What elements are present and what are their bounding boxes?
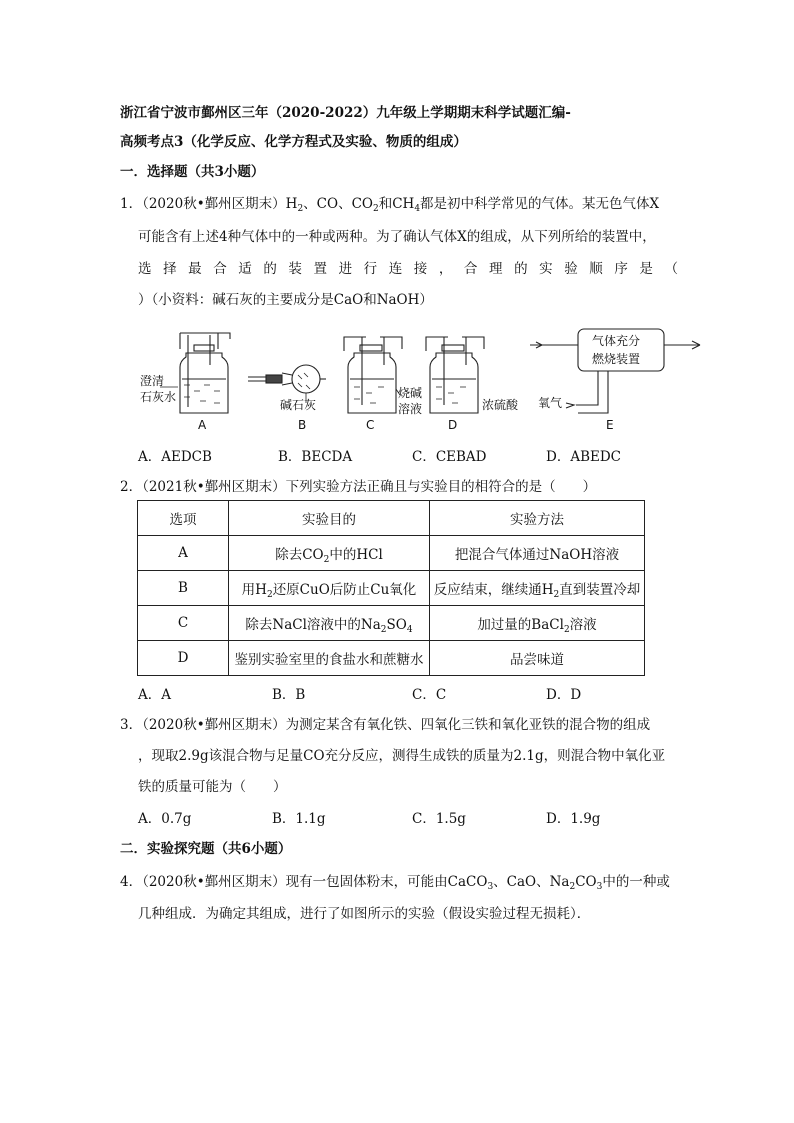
table-cell-purpose	[229, 606, 430, 641]
subscript: 2	[266, 590, 273, 600]
apparatus-d-bottle	[426, 337, 484, 413]
q2-option-a[interactable]: A．A	[138, 687, 171, 703]
table-cell-option: B	[138, 571, 229, 606]
cell-text: 除去NaCl溶液中的Na	[245, 617, 381, 633]
subscript: 2	[323, 555, 330, 565]
q1-option-c[interactable]: C．CEBAD	[412, 449, 487, 465]
section-heading-experiment: 二．实验探究题（共6小题）	[120, 841, 292, 857]
q2-option-b[interactable]: B．B	[272, 687, 306, 703]
q3-option-d[interactable]: D．1.9g	[546, 811, 601, 827]
table-cell-purpose	[229, 571, 430, 606]
subscript: 2	[569, 882, 576, 892]
subscript: 4	[414, 204, 421, 214]
letter-d: D	[448, 418, 458, 432]
apparatus-c-bottle	[344, 337, 402, 413]
q1-option-b[interactable]: B．BECDA	[278, 449, 353, 465]
q1-stem-line2: 可能含有上述4种气体中的一种或两种。为了确认气体X的组成，从下列所给的装置中，	[138, 229, 656, 245]
q3-option-b[interactable]: B．1.1g	[272, 811, 326, 827]
cell-text: 中的HCl	[329, 547, 383, 563]
label-c-naoh-2: 溶液	[398, 402, 423, 416]
subscript: 2	[297, 204, 304, 214]
label-c-naoh-1: 烧碱	[398, 386, 423, 400]
section-heading-choice: 一．选择题（共3小题）	[120, 164, 265, 180]
table-row	[138, 571, 645, 606]
q3-stem-line1: 3．（2020秋•鄞州区期末）为测定某含有氧化铁、四氧化三铁和氧化亚铁的混合物的组成	[120, 717, 651, 733]
label-a-limewater-2: 石灰水	[140, 390, 177, 404]
q1-option-a[interactable]: A．AEDCB	[138, 449, 212, 465]
q4-stem-line2: 几种组成．为确定其组成，进行了如图所示的实验（假设实验过程无损耗）．	[138, 906, 591, 922]
cell-text: 用H	[241, 582, 267, 598]
q3-stem-line3: 铁的质量可能为（ ）	[138, 779, 287, 795]
table-cell-purpose	[229, 536, 430, 571]
letter-b: B	[298, 418, 307, 432]
table-cell-method	[430, 571, 645, 606]
q4-text: CO	[575, 874, 597, 890]
q4-text: 4．（2020秋•鄞州区期末）现有一包固体粉末，可能由CaCO	[120, 874, 488, 890]
table-cell-method: 品尝味道	[430, 641, 645, 676]
cell-text: 直到装置冷却	[559, 582, 641, 598]
cell-text: 加过量的BaCl	[477, 617, 564, 633]
q4-text: 、CaO、Na	[493, 874, 570, 890]
subscript: 2	[380, 625, 387, 635]
document-title-line2: 高频考点3（化学反应、化学方程式及实验、物质的组成）	[120, 134, 467, 150]
document-title-line1: 浙江省宁波市鄞州区三年（2020-2022）九年级上学期期末科学试题汇编-	[120, 105, 571, 121]
table-header-purpose: 实验目的	[229, 501, 430, 536]
table-cell-method: 把混合气体通过NaOH溶液	[430, 536, 645, 571]
q1-text: 、CO、CO	[303, 196, 373, 212]
table-cell-option: A	[138, 536, 229, 571]
q2-stem: 2．（2021秋•鄞州区期末）下列实验方法正确且与实验目的相符合的是（ ）	[120, 479, 597, 495]
label-a-limewater-1: 澄清	[140, 374, 165, 388]
table-cell-option: D	[138, 641, 229, 676]
cell-text: 反应结束，继续通H	[433, 582, 554, 598]
letter-a: A	[198, 418, 207, 432]
q2-option-c[interactable]: C．C	[412, 687, 447, 703]
label-b-sodalime: 碱石灰	[280, 398, 317, 412]
q1-text: 都是初中科学常见的气体。某无色气体X	[420, 196, 660, 212]
table-header-row	[138, 501, 645, 536]
cell-text: SO	[386, 617, 407, 633]
cell-text: 还原CuO后防止Cu氧化	[272, 582, 417, 598]
q1-text: 1．（2020秋•鄞州区期末）H	[120, 196, 298, 212]
letter-e: E	[606, 418, 614, 432]
table-cell-method	[430, 606, 645, 641]
subscript: 2	[563, 625, 570, 635]
q4-text: 中的一种或	[602, 874, 670, 890]
label-e-oxygen: 氧气	[538, 396, 563, 410]
label-d-h2so4: 浓硫酸	[482, 398, 519, 412]
table-header-method: 实验方法	[430, 501, 645, 536]
q2-experiment-table	[137, 500, 645, 676]
label-e-device-2: 燃烧装置	[592, 352, 641, 366]
subscript: 3	[487, 882, 494, 892]
q3-option-c[interactable]: C．1.5g	[412, 811, 466, 827]
table-row	[138, 641, 645, 676]
q1-stem-line3: 选择最合适的装置进行连接，合理的实验顺序是（	[138, 261, 678, 277]
q1-apparatus-figure	[130, 325, 710, 435]
subscript: 4	[406, 625, 413, 635]
q1-option-d[interactable]: D．ABEDC	[546, 449, 622, 465]
cell-text: 除去CO	[275, 547, 324, 563]
table-row	[138, 536, 645, 571]
table-cell-purpose: 鉴别实验室里的食盐水和蔗糖水	[229, 641, 430, 676]
subscript: 3	[596, 882, 603, 892]
q1-stem-line1	[120, 195, 659, 213]
letter-c: C	[366, 418, 375, 432]
q3-option-a[interactable]: A．0.7g	[138, 811, 192, 827]
table-header-option: 选项	[138, 501, 229, 536]
q3-stem-line2: ，现取2.9g该混合物与足量CO充分反应，测得生成铁的质量为2.1g，则混合物中氧化亚	[138, 748, 666, 764]
q1-stem-line4: ）（小资料：碱石灰的主要成分是CaO和NaOH）	[138, 292, 433, 308]
label-e-device-1: 气体充分	[592, 334, 641, 348]
table-cell-option: C	[138, 606, 229, 641]
q2-option-d[interactable]: D．D	[546, 687, 582, 703]
subscript: 2	[372, 204, 379, 214]
cell-text: 溶液	[569, 617, 597, 633]
q1-text: 和CH	[378, 196, 415, 212]
table-row	[138, 606, 645, 641]
q4-stem-line1	[120, 873, 670, 891]
subscript: 2	[553, 590, 560, 600]
